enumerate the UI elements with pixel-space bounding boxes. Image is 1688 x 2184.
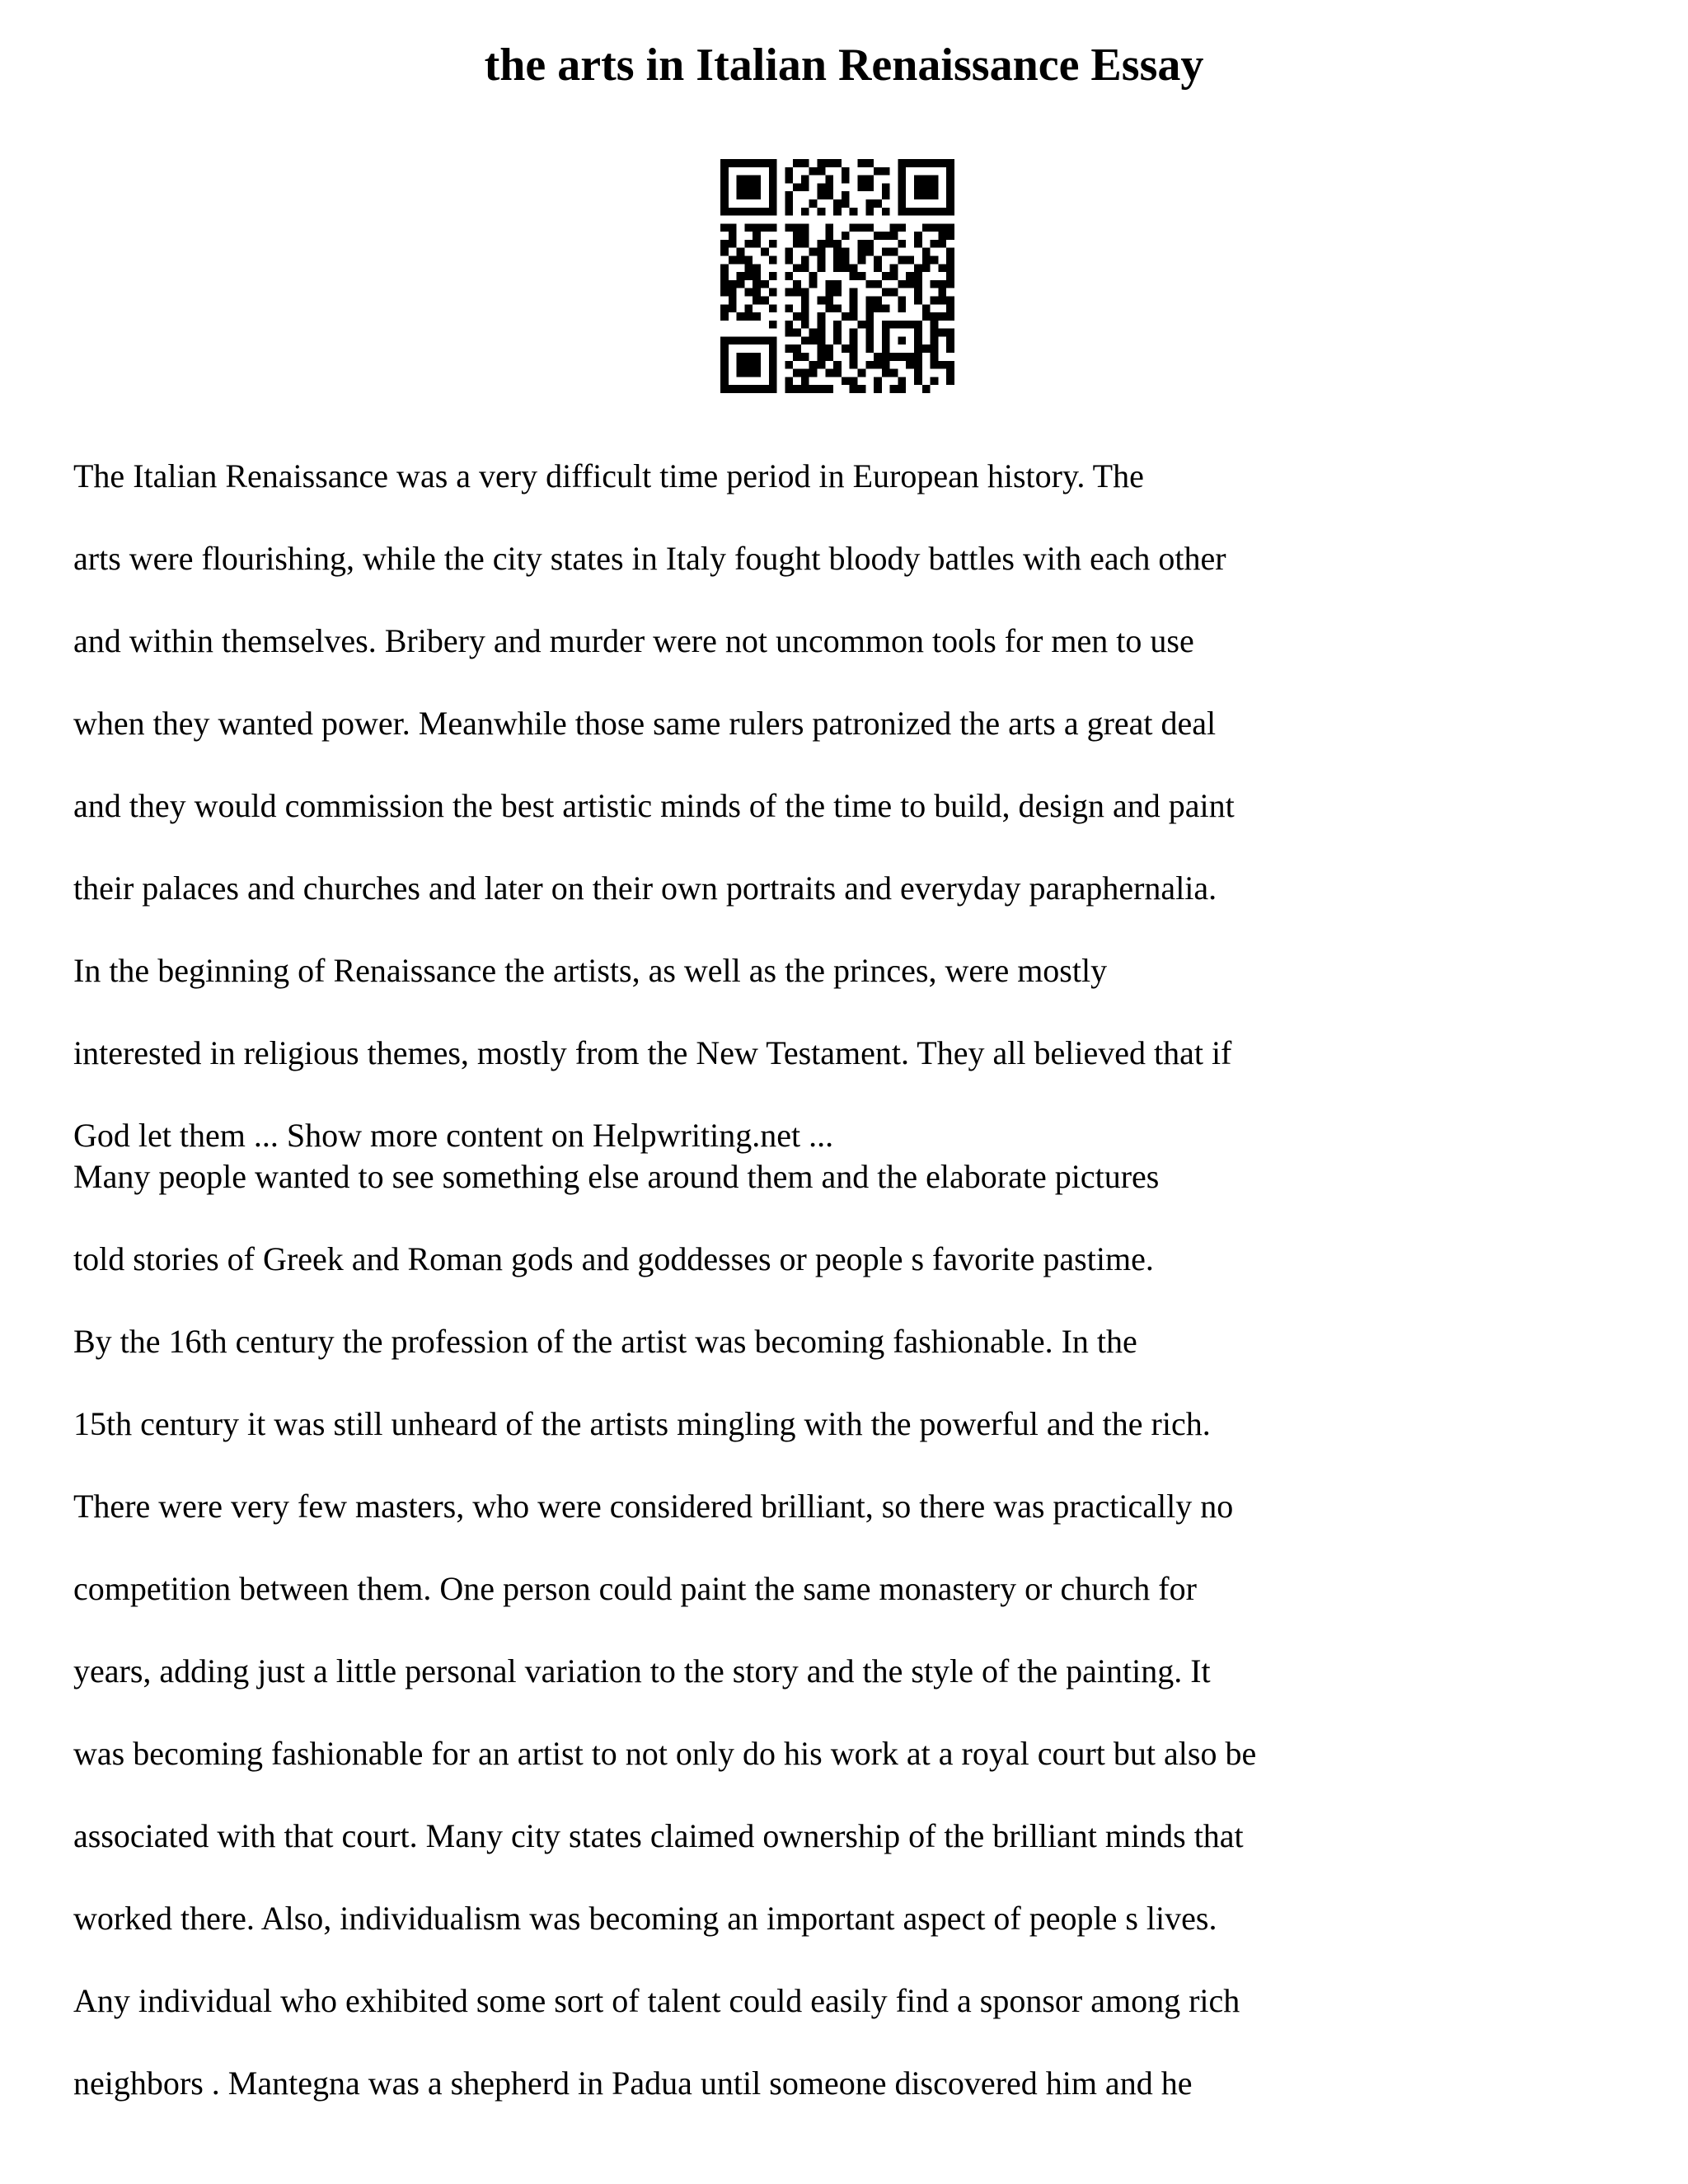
body-text-line: was becoming fashionable for an artist to not only do his work at a royal court but also be [73, 1735, 1257, 1772]
qr-code-icon [720, 159, 954, 393]
document-title: the arts in Italian Renaissance Essay [484, 40, 1204, 91]
body-text-line: interested in religious themes, mostly from the New Testament. They all believed that if [73, 1034, 1232, 1071]
body-text-line: and they would commission the best artistic minds of the time to build, design and paint [73, 787, 1235, 824]
body-text-line: associated with that court. Many city states claimed ownership of the brilliant minds that [73, 1817, 1244, 1854]
body-text-line: In the beginning of Renaissance the artists, as well as the princes, were mostly [73, 952, 1108, 989]
body-text-line: By the 16th century the profession of the artist was becoming fashionable. In the [73, 1323, 1137, 1360]
body-text-line: neighbors . Mantegna was a shepherd in Padua until someone discovered him and he [73, 2064, 1193, 2102]
body-text-line: competition between them. One person could paint the same monastery or church for [73, 1570, 1197, 1607]
body-text-line: Many people wanted to see something else around them and the elaborate pictures [73, 1158, 1160, 1195]
body-text-line: Any individual who exhibited some sort of talent could easily find a sponsor among rich [73, 1982, 1240, 2019]
show-more-line: God let them ... Show more content on Helpwriting.net ... [73, 1117, 834, 1154]
body-text-line: 15th century it was still unheard of the artists mingling with the powerful and the rich. [73, 1405, 1211, 1442]
body-text-line: when they wanted power. Meanwhile those same rulers patronized the arts a great deal [73, 705, 1217, 742]
body-text-line: The Italian Renaissance was a very difficult time period in European history. The [73, 457, 1144, 494]
body-text-line: There were very few masters, who were considered brilliant, so there was practically no [73, 1488, 1234, 1525]
body-text-line: arts were flourishing, while the city states in Italy fought bloody battles with each other [73, 540, 1226, 577]
qr-code[interactable] [720, 159, 954, 393]
body-text-line: and within themselves. Bribery and murder were not uncommon tools for men to use [73, 622, 1194, 659]
body-text-line: told stories of Greek and Roman gods and goddesses or people s favorite pastime. [73, 1240, 1154, 1277]
body-text-line: worked there. Also, individualism was becoming an important aspect of people s lives. [73, 1900, 1217, 1937]
body-text-line: years, adding just a little personal variation to the story and the style of the painting. It [73, 1652, 1211, 1690]
body-text-line: their palaces and churches and later on their own portraits and everyday paraphernalia. [73, 869, 1217, 907]
